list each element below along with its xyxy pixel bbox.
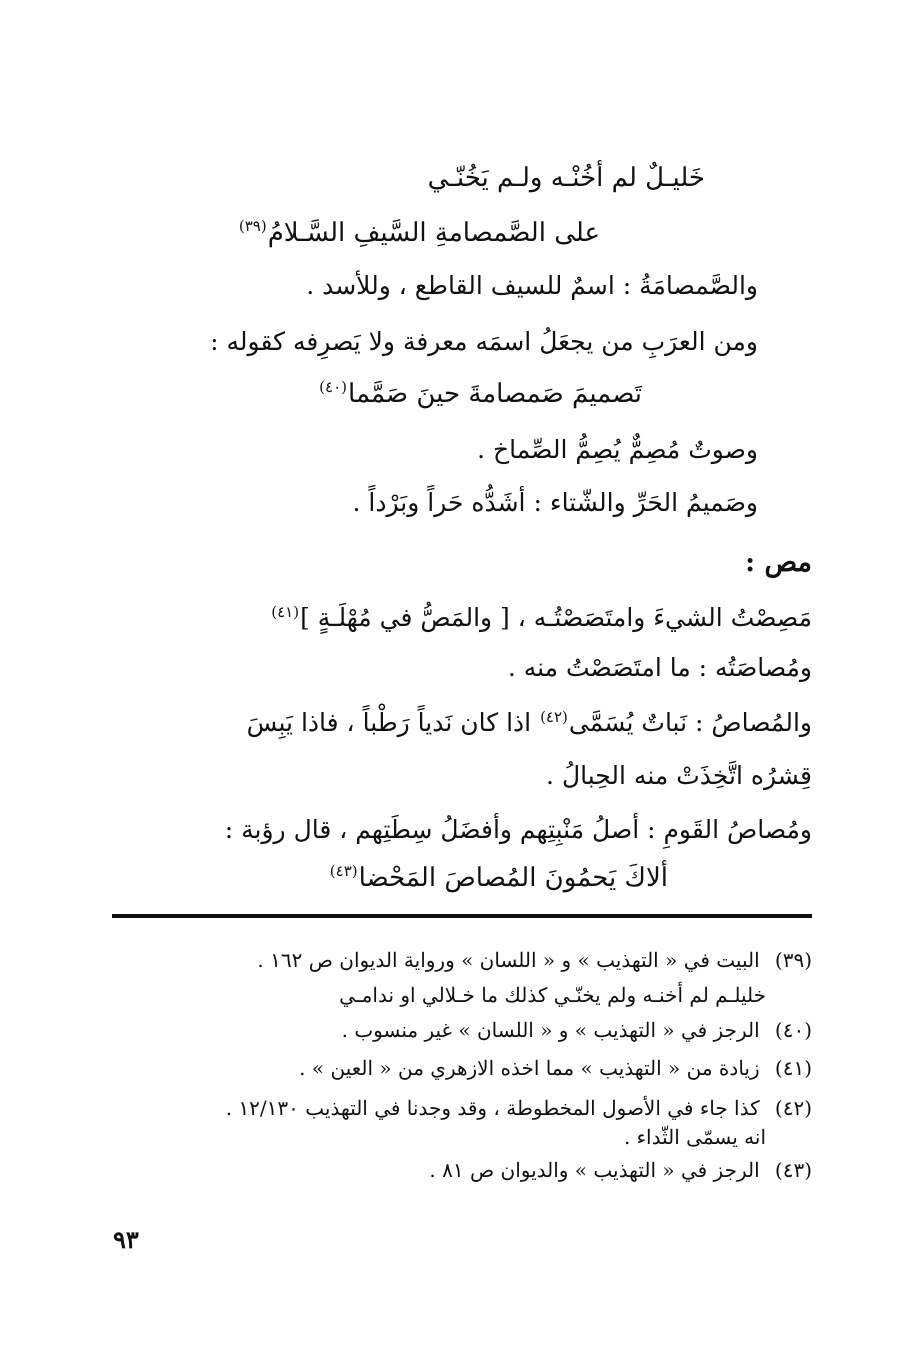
footnote-text: الرجز في « التهذيب » و « اللسان » غير منسوب .	[341, 1018, 760, 1042]
body-text: ومُصاصَتُه : ما امتَصَصْتُ منه .	[507, 653, 812, 682]
body-text: ومُصاصُ القَومِ : أصلُ مَنْبِتِهم وأفضَلُ سِطَتِهم ، قال رؤبة :	[224, 815, 812, 844]
body-line-12	[546, 758, 812, 794]
verse-text: خَليـلٌ لم أخُنْـه ولـم يَخُنّـي	[427, 163, 705, 193]
page-number: ٩٣	[113, 1225, 139, 1254]
footnote-divider	[112, 914, 812, 918]
footnote-ref: (٤٠)	[319, 378, 348, 397]
body-text: قِشرُه اتَّخِذَتْ منه الحِبالُ .	[546, 761, 812, 790]
footnote-42-continuation	[624, 1122, 766, 1152]
heading-text: مص :	[745, 547, 812, 578]
body-line-9	[270, 600, 812, 636]
footnote-39-verse	[339, 980, 766, 1010]
verse-line-1	[428, 160, 705, 196]
verse-line-14	[329, 860, 668, 896]
verse-line-5	[318, 376, 642, 412]
body-line-6	[477, 432, 758, 468]
body-line-11	[247, 705, 812, 741]
footnote-number: (٤١)	[774, 1056, 812, 1080]
footnote-ref: (٤٣)	[329, 862, 358, 881]
body-line-3	[306, 268, 758, 304]
body-text: وصَميمُ الحَرِّ والشّتاء : أشَدُّه حَراً وبَرْداً .	[352, 488, 758, 517]
body-line-4	[210, 324, 758, 360]
body-text: والمُصاصُ : نَباتٌ يُسَمَّى	[568, 708, 812, 737]
footnote-40	[342, 1015, 812, 1045]
body-line-7	[353, 485, 759, 521]
verse-text: تَصميمَ صَمصامةَ حينَ صَمَّما	[348, 379, 642, 409]
footnote-number: (٣٩)	[774, 948, 812, 972]
verse-text: ألاكَ يَحمُونَ المُصاصَ المَحْضا	[358, 863, 668, 893]
verse-line-2	[238, 215, 600, 251]
body-line-10	[508, 650, 812, 686]
body-text: والصَّمصامَةُ : اسمٌ للسيف القاطع ، وللأسد .	[306, 271, 758, 300]
body-text: ومن العرَبِ من يجعَلُ اسمَه معرفة ولا يَصرِفه كقوله :	[210, 327, 758, 356]
footnote-number: (٤٢)	[774, 1096, 812, 1120]
footnote-text: زيادة من « التهذيب » مما اخذه الازهري من « العين » .	[299, 1056, 760, 1080]
footnote-text: خليلـم لم أخنـه ولم يخنّـي كذلك ما خـلالي او ندامـي	[339, 983, 766, 1007]
verse-text: على الصَّمصامةِ السَّيفِ السَّـلامُ	[267, 218, 600, 248]
footnote-42	[226, 1093, 812, 1123]
footnote-39	[257, 945, 812, 975]
footnote-number: (٤٠)	[774, 1018, 812, 1042]
body-line-13	[225, 812, 812, 848]
footnote-text: البيت في « التهذيب » و « اللسان » ورواية الديوان ص ١٦٢ .	[257, 948, 760, 972]
footnote-ref: (٣٩)	[238, 217, 267, 236]
body-text-tail: اذا كان نَدياً رَطْباً ، فاذا يَبِسَ	[246, 708, 540, 737]
body-text: وصوتٌ مُصِمٌّ يُصِمُّ الصِّماخ .	[477, 435, 758, 464]
footnote-text: الرجز في « التهذيب » والديوان ص ٨١ .	[429, 1158, 760, 1182]
footnote-text: انه يسمّى الثّداء .	[623, 1125, 766, 1149]
footnote-text: كذا جاء في الأصول المخطوطة ، وقد وجدنا في التهذيب ١٢/١٣٠ .	[225, 1096, 760, 1120]
footnote-ref: (٤٢)	[540, 707, 568, 726]
footnote-ref: (٤١)	[271, 602, 300, 621]
entry-heading	[745, 545, 812, 581]
footnote-number: (٤٣)	[774, 1158, 812, 1182]
footnote-41	[299, 1053, 812, 1083]
footnote-43	[429, 1155, 812, 1185]
body-text: مَصِصْتُ الشيءَ وامتَصَصْتُـه ، [ والمَصُّ في مُهْلَـةٍ ]	[300, 603, 812, 632]
